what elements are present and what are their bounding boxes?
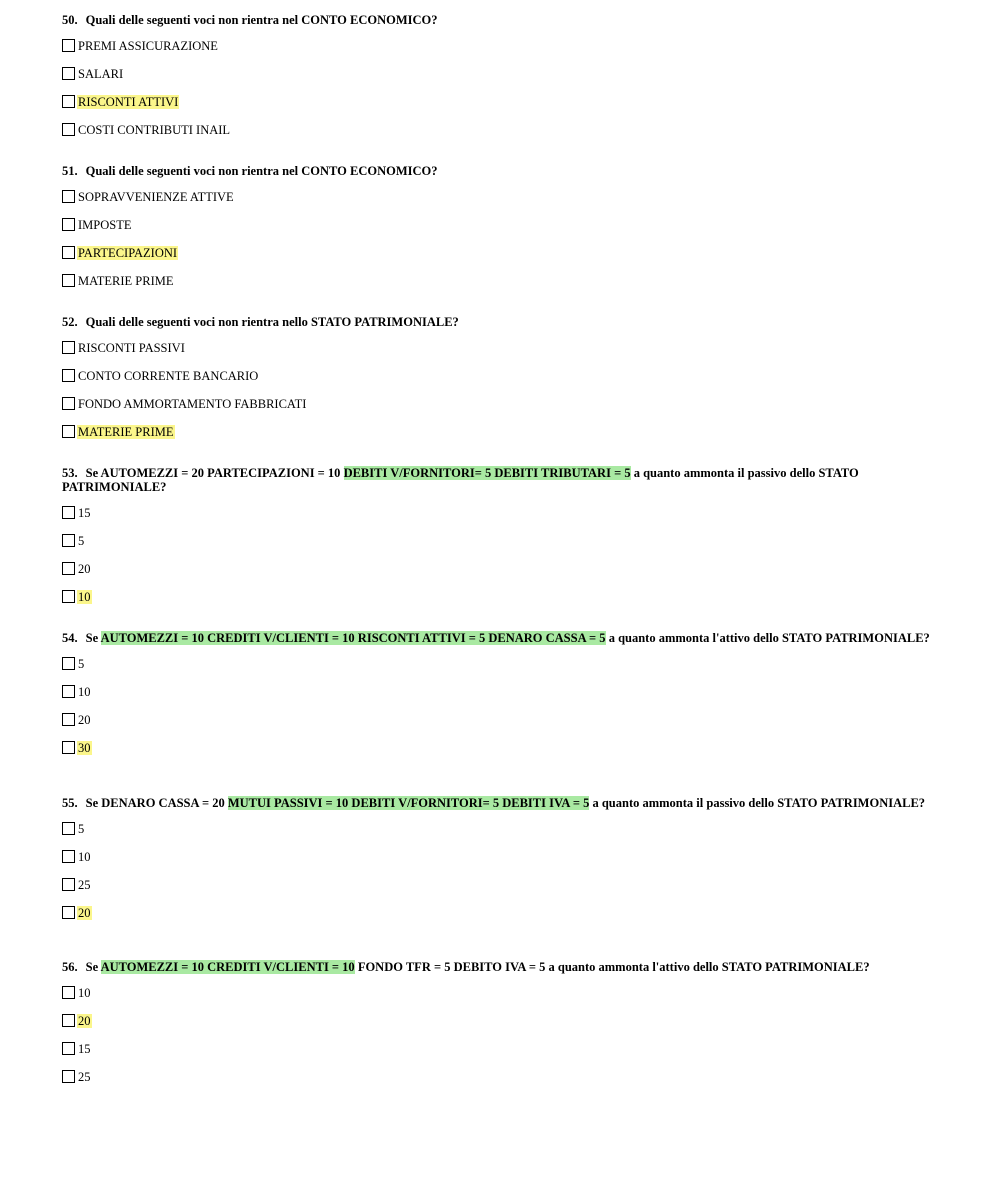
answer-option[interactable] xyxy=(62,685,942,713)
answer-option[interactable] xyxy=(62,39,942,67)
option-label: SALARI xyxy=(78,67,124,81)
checkbox[interactable] xyxy=(62,123,75,136)
option-label: 5 xyxy=(78,534,85,548)
question-title xyxy=(62,466,942,494)
question-number: 53. xyxy=(62,466,78,480)
answer-option[interactable] xyxy=(62,741,942,769)
checkbox[interactable] xyxy=(62,657,75,670)
checkbox[interactable] xyxy=(62,986,75,999)
answer-option[interactable] xyxy=(62,67,942,95)
question-text: Se xyxy=(85,960,101,974)
option-label-highlighted: RISCONTI ATTIVI xyxy=(78,95,179,109)
checkbox[interactable] xyxy=(62,369,75,382)
checkbox[interactable] xyxy=(62,534,75,547)
answer-option[interactable] xyxy=(62,123,942,151)
answer-option[interactable] xyxy=(62,1042,942,1070)
question-52 xyxy=(62,315,942,453)
question-text: Se DENARO CASSA = 20 xyxy=(85,796,228,810)
option-label: RISCONTI PASSIVI xyxy=(78,341,185,355)
checkbox[interactable] xyxy=(62,713,75,726)
answer-options xyxy=(62,39,942,151)
question-title xyxy=(62,796,942,810)
question-text: FONDO TFR = 5 DEBITO IVA = 5 a quanto ammonta l'attivo dello STATO PATRIMONIALE? xyxy=(354,960,870,974)
answer-option[interactable] xyxy=(62,986,942,1014)
answer-options xyxy=(62,190,942,302)
checkbox[interactable] xyxy=(62,67,75,80)
checkbox[interactable] xyxy=(62,685,75,698)
option-label: MATERIE PRIME xyxy=(78,274,174,288)
answer-option[interactable] xyxy=(62,590,942,618)
question-54 xyxy=(62,631,942,769)
question-text: a quanto ammonta il passivo dello STATO PATRIMONIALE? xyxy=(62,466,859,494)
checkbox[interactable] xyxy=(62,562,75,575)
checkbox[interactable] xyxy=(62,878,75,891)
question-text: Se AUTOMEZZI = 20 PARTECIPAZIONI = 10 xyxy=(85,466,344,480)
option-label: PREMI ASSICURAZIONE xyxy=(78,39,218,53)
answer-option[interactable] xyxy=(62,95,942,123)
answer-option[interactable] xyxy=(62,506,942,534)
answer-option[interactable] xyxy=(62,341,942,369)
option-label-highlighted: MATERIE PRIME xyxy=(78,425,174,439)
answer-option[interactable] xyxy=(62,534,942,562)
option-label: SOPRAVVENIENZE ATTIVE xyxy=(78,190,234,204)
answer-option[interactable] xyxy=(62,562,942,590)
checkbox[interactable] xyxy=(62,218,75,231)
checkbox[interactable] xyxy=(62,190,75,203)
question-text: a quanto ammonta il passivo dello STATO PATRIMONIALE? xyxy=(589,796,926,810)
option-label: 25 xyxy=(78,1070,91,1084)
question-56 xyxy=(62,960,942,1098)
checkbox[interactable] xyxy=(62,425,75,438)
question-55 xyxy=(62,796,942,934)
checkbox[interactable] xyxy=(62,274,75,287)
question-text-highlighted: AUTOMEZZI = 10 CREDITI V/CLIENTI = 10 RISCONTI ATTIVI = 5 DENARO CASSA = 5 xyxy=(100,631,606,645)
option-label-highlighted: 30 xyxy=(78,741,91,755)
checkbox[interactable] xyxy=(62,341,75,354)
option-label-highlighted: 20 xyxy=(78,906,91,920)
option-label-highlighted: PARTECIPAZIONI xyxy=(78,246,178,260)
option-label: 10 xyxy=(78,685,91,699)
option-label: 10 xyxy=(78,850,91,864)
answer-option[interactable] xyxy=(62,190,942,218)
question-text: a quanto ammonta l'attivo dello STATO PATRIMONIALE? xyxy=(605,631,930,645)
question-number: 54. xyxy=(62,631,78,645)
answer-option[interactable] xyxy=(62,878,942,906)
question-text: Quali delle seguenti voci non rientra nel CONTO ECONOMICO? xyxy=(85,13,438,27)
answer-option[interactable] xyxy=(62,274,942,302)
answer-options xyxy=(62,506,942,618)
answer-option[interactable] xyxy=(62,397,942,425)
option-label: COSTI CONTRIBUTI INAIL xyxy=(78,123,231,137)
option-label-highlighted: 10 xyxy=(78,590,91,604)
answer-options xyxy=(62,657,942,769)
checkbox[interactable] xyxy=(62,506,75,519)
question-number: 51. xyxy=(62,164,78,178)
answer-option[interactable] xyxy=(62,1014,942,1042)
question-53 xyxy=(62,466,942,618)
question-text: Quali delle seguenti voci non rientra nel CONTO ECONOMICO? xyxy=(85,164,438,178)
answer-option[interactable] xyxy=(62,425,942,453)
checkbox[interactable] xyxy=(62,1014,75,1027)
checkbox[interactable] xyxy=(62,95,75,108)
answer-option[interactable] xyxy=(62,657,942,685)
checkbox[interactable] xyxy=(62,1070,75,1083)
answer-option[interactable] xyxy=(62,369,942,397)
option-label-highlighted: 20 xyxy=(78,1014,91,1028)
question-text-highlighted: DEBITI V/FORNITORI= 5 DEBITI TRIBUTARI = 5 xyxy=(343,466,631,480)
checkbox[interactable] xyxy=(62,906,75,919)
option-label: 25 xyxy=(78,878,91,892)
answer-option[interactable] xyxy=(62,850,942,878)
question-number: 55. xyxy=(62,796,78,810)
checkbox[interactable] xyxy=(62,850,75,863)
answer-option[interactable] xyxy=(62,218,942,246)
answer-option[interactable] xyxy=(62,906,942,934)
question-title xyxy=(62,631,942,645)
question-title xyxy=(62,315,942,329)
question-text-highlighted: AUTOMEZZI = 10 CREDITI V/CLIENTI = 10 xyxy=(100,960,355,974)
option-label: CONTO CORRENTE BANCARIO xyxy=(78,369,259,383)
question-title xyxy=(62,164,942,178)
checkbox[interactable] xyxy=(62,397,75,410)
answer-option[interactable] xyxy=(62,1070,942,1098)
question-number: 52. xyxy=(62,315,78,329)
question-51 xyxy=(62,164,942,302)
option-label: 5 xyxy=(78,657,85,671)
answer-option[interactable] xyxy=(62,713,942,741)
question-50 xyxy=(62,13,942,151)
question-title xyxy=(62,13,942,27)
answer-option[interactable] xyxy=(62,822,942,850)
option-label: 5 xyxy=(78,822,85,836)
answer-options xyxy=(62,986,942,1098)
question-number: 56. xyxy=(62,960,78,974)
checkbox[interactable] xyxy=(62,39,75,52)
question-text: Se xyxy=(85,631,101,645)
checkbox[interactable] xyxy=(62,246,75,259)
option-label: 15 xyxy=(78,1042,91,1056)
option-label: 20 xyxy=(78,713,91,727)
option-label: 10 xyxy=(78,986,91,1000)
answer-options xyxy=(62,822,942,934)
option-label: FONDO AMMORTAMENTO FABBRICATI xyxy=(78,397,307,411)
option-label: 15 xyxy=(78,506,91,520)
checkbox[interactable] xyxy=(62,1042,75,1055)
checkbox[interactable] xyxy=(62,741,75,754)
question-title xyxy=(62,960,942,974)
option-label: 20 xyxy=(78,562,91,576)
answer-option[interactable] xyxy=(62,246,942,274)
question-number: 50. xyxy=(62,13,78,27)
question-text: Quali delle seguenti voci non rientra nello STATO PATRIMONIALE? xyxy=(85,315,459,329)
checkbox[interactable] xyxy=(62,590,75,603)
question-text-highlighted: MUTUI PASSIVI = 10 DEBITI V/FORNITORI= 5 DEBITI IVA = 5 xyxy=(227,796,590,810)
checkbox[interactable] xyxy=(62,822,75,835)
option-label: IMPOSTE xyxy=(78,218,132,232)
answer-options xyxy=(62,341,942,453)
